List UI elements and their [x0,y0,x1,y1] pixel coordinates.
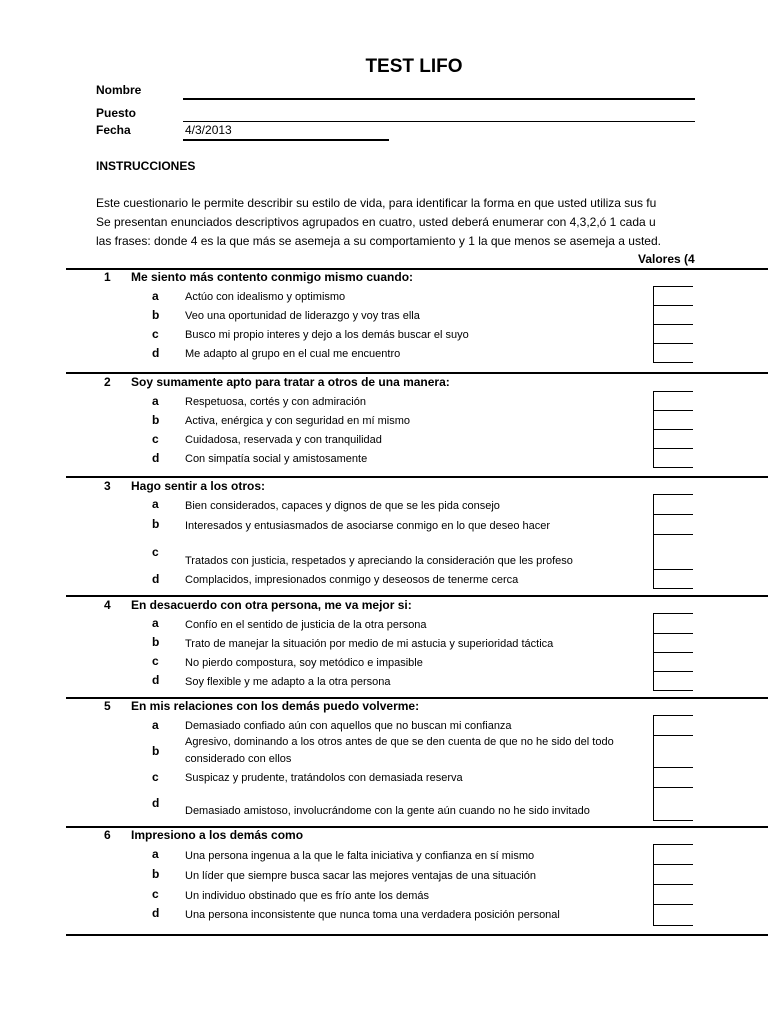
option-text: Agresivo, dominando a los otros antes de que se den cuenta de que no he sido del todo [185,736,614,748]
answer-cell[interactable] [654,287,693,306]
option-letter: b [152,635,160,649]
answer-cell[interactable] [654,845,693,865]
option-text: Me adapto al grupo en el cual me encuentro [185,348,401,360]
option-letter: a [152,289,159,303]
option-text: Soy flexible y me adapto a la otra persona [185,676,391,688]
option-letter: c [152,545,159,559]
option-letter: b [152,517,160,531]
option-letter: b [152,413,160,427]
nombre-label: Nombre [96,83,142,97]
question-text: Soy sumamente apto para tratar a otros de una manera: [131,375,450,389]
question-number: 1 [104,270,111,284]
answer-cell[interactable] [654,306,693,325]
answer-cell[interactable] [654,495,693,515]
option-letter: a [152,394,159,408]
option-letter: c [152,887,159,901]
answer-box-group [653,844,693,926]
section-divider [66,476,768,478]
question-number: 3 [104,479,111,493]
option-letter: a [152,718,159,732]
page-title: TEST LIFO [365,56,463,77]
option-text: Con simpatía social y amistosamente [185,453,368,465]
fecha-label: Fecha [96,123,131,137]
question-number: 5 [104,699,111,713]
question-text: Impresiono a los demás como [131,828,304,842]
option-letter: d [152,451,160,465]
option-letter: c [152,432,159,446]
option-letter: c [152,770,159,784]
valores-label: Valores (4 [638,252,695,266]
section-divider [66,372,768,374]
answer-cell[interactable] [654,411,693,430]
question-number: 2 [104,375,111,389]
answer-cell[interactable] [654,614,693,634]
answer-cell[interactable] [654,392,693,411]
section-divider [66,934,768,936]
option-text: No pierdo compostura, soy metódico e impasible [185,657,423,669]
answer-cell[interactable] [654,788,693,820]
option-letter: b [152,867,160,881]
option-text: Bien considerados, capaces y dignos de que se les pida consejo [185,500,500,512]
answer-cell[interactable] [654,865,693,885]
option-text: Actúo con idealismo y optimismo [185,291,346,303]
option-letter: b [152,744,160,758]
option-text: Activa, enérgica y con seguridad en mí mismo [185,415,410,427]
fecha-value[interactable]: 4/3/2013 [185,123,232,137]
question-text: En desacuerdo con otra persona, me va mejor si: [131,598,412,612]
instructions-line: las frases: donde 4 es la que más se asemeja a su comportamiento y 1 la que menos se asemeja a usted. [96,234,661,248]
answer-box-group [653,391,693,468]
puesto-field[interactable] [183,121,695,122]
option-letter: d [152,796,160,810]
question-text: En mis relaciones con los demás puedo volverme: [131,699,420,713]
answer-cell[interactable] [654,736,693,768]
answer-cell[interactable] [654,672,693,690]
answer-cell[interactable] [654,570,693,588]
answer-cell[interactable] [654,430,693,449]
option-letter: d [152,572,160,586]
option-letter: a [152,847,159,861]
answer-cell[interactable] [654,344,693,363]
option-text: Cuidadosa, reservada y con tranquilidad [185,434,382,446]
answer-box-group [653,613,693,691]
option-text: Confío en el sentido de justicia de la otra persona [185,619,427,631]
answer-cell[interactable] [654,634,693,653]
question-number: 4 [104,598,111,612]
option-letter: d [152,906,160,920]
answer-cell[interactable] [654,716,693,736]
option-text: Un individuo obstinado que es frío ante los demás [185,890,429,902]
instructions-line: Este cuestionario le permite describir su estilo de vida, para identificar la forma en que usted utiliza sus fu [96,196,657,210]
answer-cell[interactable] [654,653,693,672]
instructions-heading: INSTRUCCIONES [96,159,196,173]
option-text: Busco mi propio interes y dejo a los demás buscar el suyo [185,329,469,341]
option-text: Suspicaz y prudente, tratándolos con demasiada reserva [185,772,463,784]
answer-box-group [653,286,693,363]
option-letter: c [152,327,159,341]
option-text: Trato de manejar la situación por medio de mi astucia y superioridad táctica [185,638,554,650]
option-letter: d [152,673,160,687]
option-letter: b [152,308,160,322]
answer-cell[interactable] [654,449,693,468]
answer-cell[interactable] [654,515,693,535]
section-divider [66,595,768,597]
question-text: Hago sentir a los otros: [131,479,266,493]
option-text: Complacidos, impresionados conmigo y deseosos de tenerme cerca [185,574,519,586]
option-text: Un líder que siempre busca sacar las mejores ventajas de una situación [185,870,536,882]
nombre-field[interactable] [183,98,695,100]
option-letter: c [152,654,159,668]
question-text: Me siento más contento conmigo mismo cuando: [131,270,414,284]
option-text: Demasiado amistoso, involucrándome con la gente aún cuando no he sido invitado [185,805,590,817]
option-text: Veo una oportunidad de liderazgo y voy tras ella [185,310,420,322]
option-letter: a [152,616,159,630]
option-text-continued: considerado con ellos [185,753,292,765]
option-text: Una persona ingenua a la que le falta iniciativa y confianza en sí mismo [185,850,535,862]
answer-box-group [653,715,693,821]
option-text: Una persona inconsistente que nunca toma una verdadera posición personal [185,909,560,921]
answer-cell[interactable] [654,905,693,925]
option-text: Interesados y entusiasmados de asociarse conmigo en lo que deseo hacer [185,520,551,532]
question-number: 6 [104,828,111,842]
fecha-field-line [183,139,389,141]
option-letter: a [152,497,159,511]
option-text: Demasiado confiado aún con aquellos que no buscan mi confianza [185,720,512,732]
instructions-line: Se presentan enunciados descriptivos agrupados en cuatro, usted deberá enumerar con 4,3,2,ó 1 cada u [96,215,656,229]
answer-cell[interactable] [654,885,693,905]
puesto-label: Puesto [96,106,137,120]
answer-cell[interactable] [654,768,693,788]
option-letter: d [152,346,160,360]
option-text: Tratados con justicia, respetados y apreciando la consideración que les profeso [185,555,573,567]
option-text: Respetuosa, cortés y con admiración [185,396,366,408]
answer-box-group [653,494,693,589]
answer-cell[interactable] [654,325,693,344]
answer-cell[interactable] [654,535,693,570]
